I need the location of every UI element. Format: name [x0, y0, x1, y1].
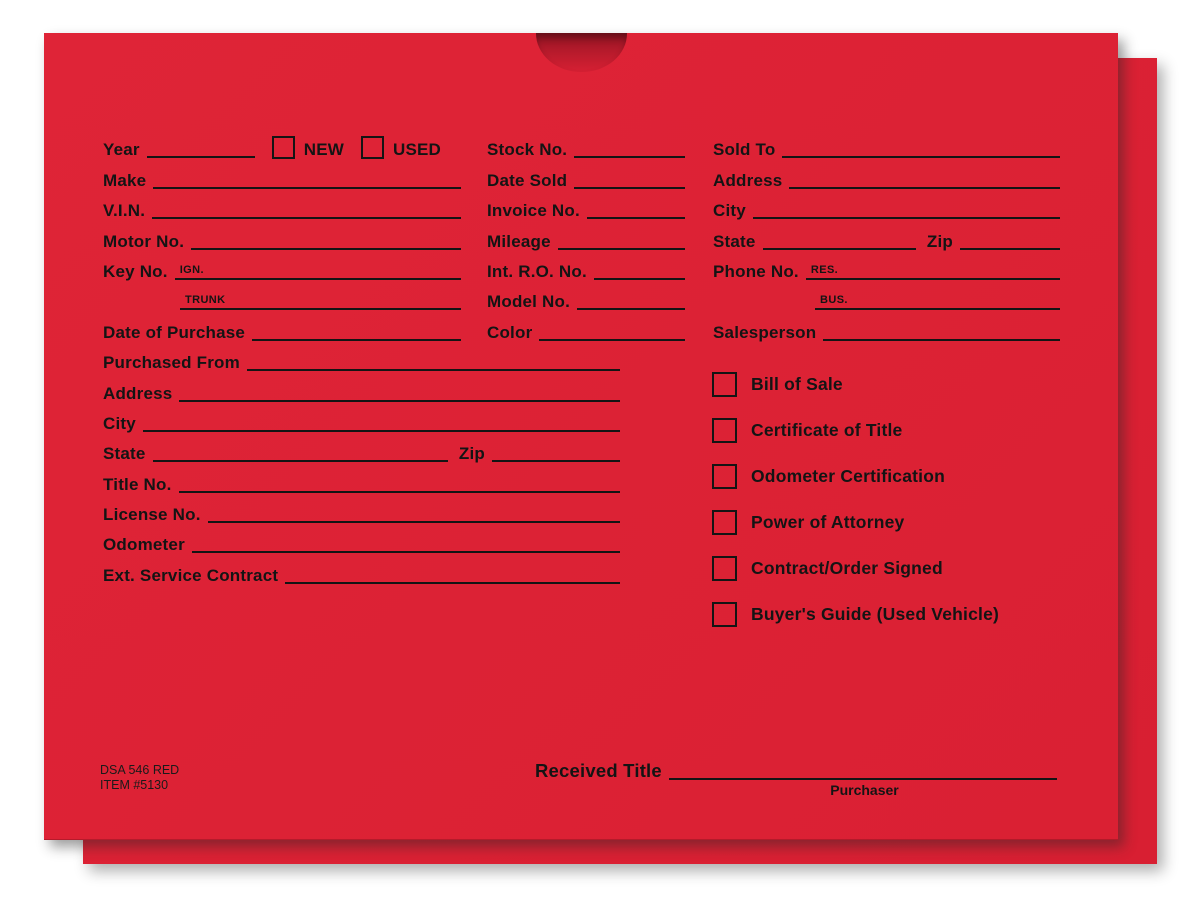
motor-no-row [103, 222, 461, 252]
phone-no-label: Phone No. [713, 261, 799, 281]
date-sold-blank-line [574, 187, 685, 189]
seller-zip-blank-line [492, 460, 620, 462]
received-title-block [535, 751, 1057, 798]
phone-bus-row [713, 283, 1060, 313]
ext-service-contract-label: Ext. Service Contract [103, 565, 279, 585]
purchased-from-blank-line [247, 369, 620, 371]
motor-no-label: Motor No. [103, 231, 185, 251]
checklist-item-buyers-guide [712, 603, 999, 625]
res-label: RES. [810, 263, 839, 276]
checklist-item-power-of-attorney [712, 511, 999, 533]
trunk-label: TRUNK [185, 294, 226, 307]
buyer-info-column [713, 131, 1060, 344]
year-label: Year [103, 140, 140, 160]
sold-to-blank-line [782, 156, 1060, 158]
title-no-label: Title No. [103, 474, 172, 494]
checklist-item-certificate-of-title [712, 419, 999, 441]
stock-no-row [487, 131, 685, 161]
contract-order-signed-label: Contract/Order Signed [751, 557, 943, 578]
item-number: ITEM #5130 [100, 778, 169, 793]
ign-label: IGN. [179, 263, 204, 276]
received-title-label: Received Title [535, 759, 662, 781]
invoice-no-label: Invoice No. [487, 201, 580, 221]
form-code: DSA 546 RED [100, 763, 180, 777]
thumb-cut-notch [536, 33, 627, 72]
salesperson-label: Salesperson [713, 322, 817, 342]
buyer-address-label: Address [713, 170, 783, 190]
key-no-ign-row [103, 253, 461, 283]
checklist-item-odometer-certification [712, 465, 999, 487]
date-of-purchase-row [103, 313, 461, 343]
model-no-row [487, 283, 685, 313]
buyer-zip-blank-line [960, 248, 1060, 250]
bus-label: BUS. [820, 294, 848, 307]
vin-blank-line [152, 217, 461, 219]
certificate-of-title-label: Certificate of Title [751, 419, 903, 440]
seller-zip-label: Zip [458, 444, 485, 464]
seller-state-label: State [103, 444, 146, 464]
received-title-row [535, 751, 1057, 783]
buyer-zip-label: Zip [926, 231, 953, 251]
buyer-city-blank-line [753, 217, 1060, 219]
certificate-of-title-checkbox [712, 418, 737, 443]
key-no-trunk-row [103, 283, 461, 313]
received-title-signature-line [669, 778, 1057, 780]
deal-jacket-envelope [44, 33, 1118, 840]
seller-city-blank-line [143, 430, 620, 432]
seller-address-blank-line [179, 400, 620, 402]
seller-address-label: Address [103, 383, 173, 403]
documents-checklist [712, 373, 999, 649]
model-no-label: Model No. [487, 292, 571, 312]
vin-row [103, 192, 461, 222]
purchased-from-label: Purchased From [103, 353, 240, 373]
title-no-row [103, 465, 620, 495]
checklist-item-bill-of-sale [712, 373, 999, 395]
int-ro-no-label: Int. R.O. No. [487, 261, 587, 281]
year-row [103, 131, 461, 161]
buyer-address-blank-line [789, 187, 1060, 189]
model-no-blank-line [577, 308, 685, 310]
title-no-blank-line [179, 491, 620, 493]
buyer-state-blank-line [763, 248, 916, 250]
new-checkbox [272, 136, 295, 159]
motor-no-blank-line [191, 248, 461, 250]
mileage-row [487, 222, 685, 252]
power-of-attorney-label: Power of Attorney [751, 511, 905, 532]
buyer-city-label: City [713, 201, 746, 221]
license-no-blank-line [208, 521, 620, 523]
odometer-certification-checkbox [712, 464, 737, 489]
stock-no-blank-line [574, 156, 685, 158]
color-row [487, 313, 685, 343]
int-ro-no-blank-line [594, 278, 685, 280]
sold-to-row [713, 131, 1060, 161]
seller-address-row [103, 374, 620, 404]
salesperson-row [713, 313, 1060, 343]
buyer-address-row [713, 161, 1060, 191]
date-sold-label: Date Sold [487, 170, 568, 190]
key-no-ign-blank-line [175, 265, 461, 280]
phone-bus-blank-line [815, 295, 1060, 310]
odometer-label: Odometer [103, 535, 185, 555]
ext-service-contract-blank-line [285, 582, 620, 584]
vin-label: V.I.N. [103, 201, 146, 221]
date-of-purchase-blank-line [252, 339, 461, 341]
color-label: Color [487, 322, 533, 342]
seller-city-row [103, 405, 620, 435]
odometer-certification-label: Odometer Certification [751, 465, 946, 486]
make-row [103, 161, 461, 191]
stock-no-label: Stock No. [487, 140, 568, 160]
key-no-trunk-blank-line [180, 295, 461, 310]
mileage-blank-line [558, 248, 685, 250]
ext-service-contract-row [103, 556, 620, 586]
invoice-no-blank-line [587, 217, 685, 219]
power-of-attorney-checkbox [712, 510, 737, 535]
sold-to-label: Sold To [713, 140, 776, 160]
odometer-row [103, 526, 620, 556]
buyer-city-row [713, 192, 1060, 222]
buyers-guide-label: Buyer's Guide (Used Vehicle) [751, 603, 1000, 624]
stock-info-column [487, 131, 685, 344]
buyer-state-zip-row [713, 222, 1060, 252]
make-blank-line [153, 187, 461, 189]
phone-res-row [713, 253, 1060, 283]
invoice-no-row [487, 192, 685, 222]
seller-state-zip-row [103, 435, 620, 465]
phone-res-blank-line [806, 265, 1060, 280]
mileage-label: Mileage [487, 231, 551, 251]
year-blank-line [147, 156, 255, 158]
key-no-label: Key No. [103, 261, 168, 281]
checklist-item-contract-order-signed [712, 557, 999, 579]
odometer-blank-line [192, 551, 620, 553]
int-ro-no-row [487, 253, 685, 283]
used-label: USED [393, 140, 442, 160]
bill-of-sale-label: Bill of Sale [751, 373, 843, 394]
contract-order-signed-checkbox [712, 556, 737, 581]
buyers-guide-checkbox [712, 602, 737, 627]
license-no-row [103, 496, 620, 526]
seller-state-blank-line [153, 460, 448, 462]
bill-of-sale-checkbox [712, 372, 737, 397]
purchased-from-row [103, 344, 620, 374]
date-sold-row [487, 161, 685, 191]
make-label: Make [103, 170, 147, 190]
form-code-block [100, 763, 179, 794]
used-checkbox [361, 136, 384, 159]
license-no-label: License No. [103, 505, 201, 525]
new-label: NEW [303, 140, 344, 160]
purchaser-label: Purchaser [830, 782, 899, 798]
date-of-purchase-label: Date of Purchase [103, 322, 246, 342]
salesperson-blank-line [823, 339, 1060, 341]
buyer-state-label: State [713, 231, 756, 251]
color-blank-line [539, 339, 685, 341]
seller-city-label: City [103, 413, 136, 433]
